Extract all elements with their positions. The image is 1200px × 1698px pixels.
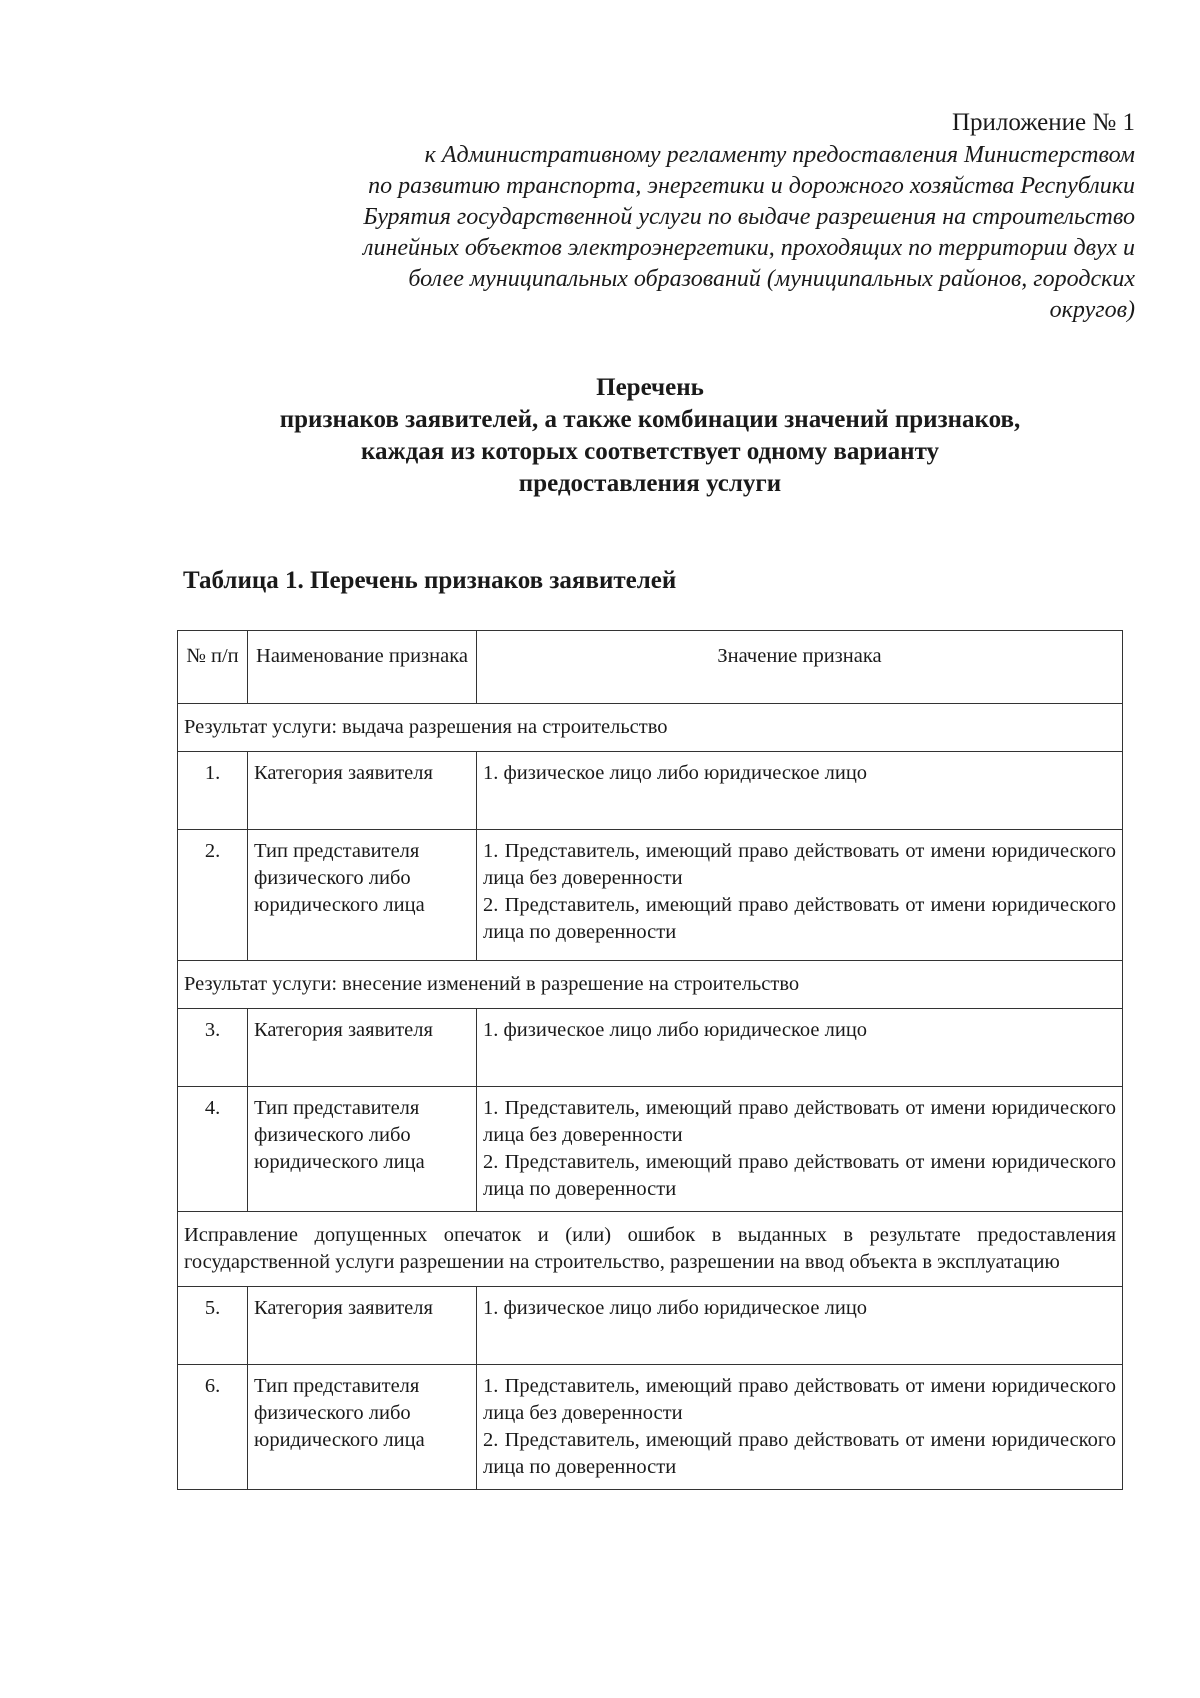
appendix-line: Бурятия государственной услуги по выдаче разрешения на строительство (363, 204, 1135, 230)
table-caption: Таблица 1. Перечень признаков заявителей (183, 567, 677, 594)
document-title-line: предоставления услуги (518, 470, 782, 497)
row-value-line: 1. физическое лицо либо юридическое лицо (483, 1297, 868, 1319)
document-title (180, 372, 1120, 500)
row-name: Категория заявителя (248, 752, 477, 830)
row-value-line: 1. физическое лицо либо юридическое лицо (483, 1019, 868, 1041)
row-name: Тип представителя физического либо юридического лица (248, 1365, 477, 1490)
row-value-line: 2. Представитель, имеющий право действовать от имени юридического лица по доверенности (483, 1151, 1116, 1200)
section-title: Результат услуги: внесение изменений в разрешение на строительство (178, 961, 1123, 1009)
row-value-line: 1. Представитель, имеющий право действовать от имени юридического лица без доверенности (483, 840, 1116, 889)
table-row (178, 1365, 1123, 1490)
row-num: 1. (178, 752, 248, 830)
appendix-line: к Административному регламенту предоставления Министерством (424, 142, 1135, 168)
appendix-line: линейных объектов электроэнергетики, проходящих по территории двух и (363, 235, 1135, 261)
row-num: 3. (178, 1009, 248, 1087)
row-value-line: 1. Представитель, имеющий право действовать от имени юридического лица без доверенности (483, 1375, 1116, 1424)
table-row (178, 1087, 1123, 1212)
section-title: Результат услуги: выдача разрешения на строительство (178, 704, 1123, 752)
appendix-title: Приложение № 1 (951, 109, 1135, 136)
row-value-line: 1. Представитель, имеющий право действовать от имени юридического лица без доверенности (483, 1097, 1116, 1146)
row-num: 5. (178, 1287, 248, 1365)
row-num: 6. (178, 1365, 248, 1490)
header-num: № п/п (178, 631, 248, 704)
row-value (477, 830, 1123, 961)
row-value (477, 1365, 1123, 1490)
row-name: Категория заявителя (248, 1009, 477, 1087)
appendix-line: округов) (1049, 297, 1135, 323)
table-row (178, 752, 1123, 830)
table-header-row (178, 631, 1123, 704)
header-value: Значение признака (477, 631, 1123, 704)
applicant-signs-table (177, 630, 1123, 1490)
document-title-line: Перечень (596, 374, 704, 401)
row-name: Категория заявителя (248, 1287, 477, 1365)
appendix-header (200, 108, 1135, 326)
row-value-line: 1. физическое лицо либо юридическое лицо (483, 762, 868, 784)
row-value (477, 1087, 1123, 1212)
row-value (477, 1009, 1123, 1087)
row-name: Тип представителя физического либо юридического лица (248, 830, 477, 961)
row-value (477, 1287, 1123, 1365)
appendix-line: по развитию транспорта, энергетики и дорожного хозяйства Республики (368, 173, 1135, 199)
section-title: Исправление допущенных опечаток и (или) ошибок в выданных в результате предоставления государственной услуги разрешении на строительство, разрешении на ввод объекта в эксплуатацию (178, 1212, 1123, 1287)
document-title-line: признаков заявителей, а также комбинации значений признаков, (279, 406, 1021, 433)
header-name: Наименование признака (248, 631, 477, 704)
row-num: 2. (178, 830, 248, 961)
row-value (477, 752, 1123, 830)
table-section-row (178, 961, 1123, 1009)
table-section-row (178, 704, 1123, 752)
row-name: Тип представителя физического либо юридического лица (248, 1087, 477, 1212)
row-num: 4. (178, 1087, 248, 1212)
table-row (178, 1009, 1123, 1087)
row-value-line: 2. Представитель, имеющий право действовать от имени юридического лица по доверенности (483, 1429, 1116, 1478)
appendix-line: более муниципальных образований (муниципальных районов, городских (408, 266, 1135, 292)
table-row (178, 830, 1123, 961)
document-title-line: каждая из которых соответствует одному варианту (360, 438, 940, 465)
row-value-line: 2. Представитель, имеющий право действовать от имени юридического лица по доверенности (483, 894, 1116, 943)
table-row (178, 1287, 1123, 1365)
table-section-row (178, 1212, 1123, 1287)
